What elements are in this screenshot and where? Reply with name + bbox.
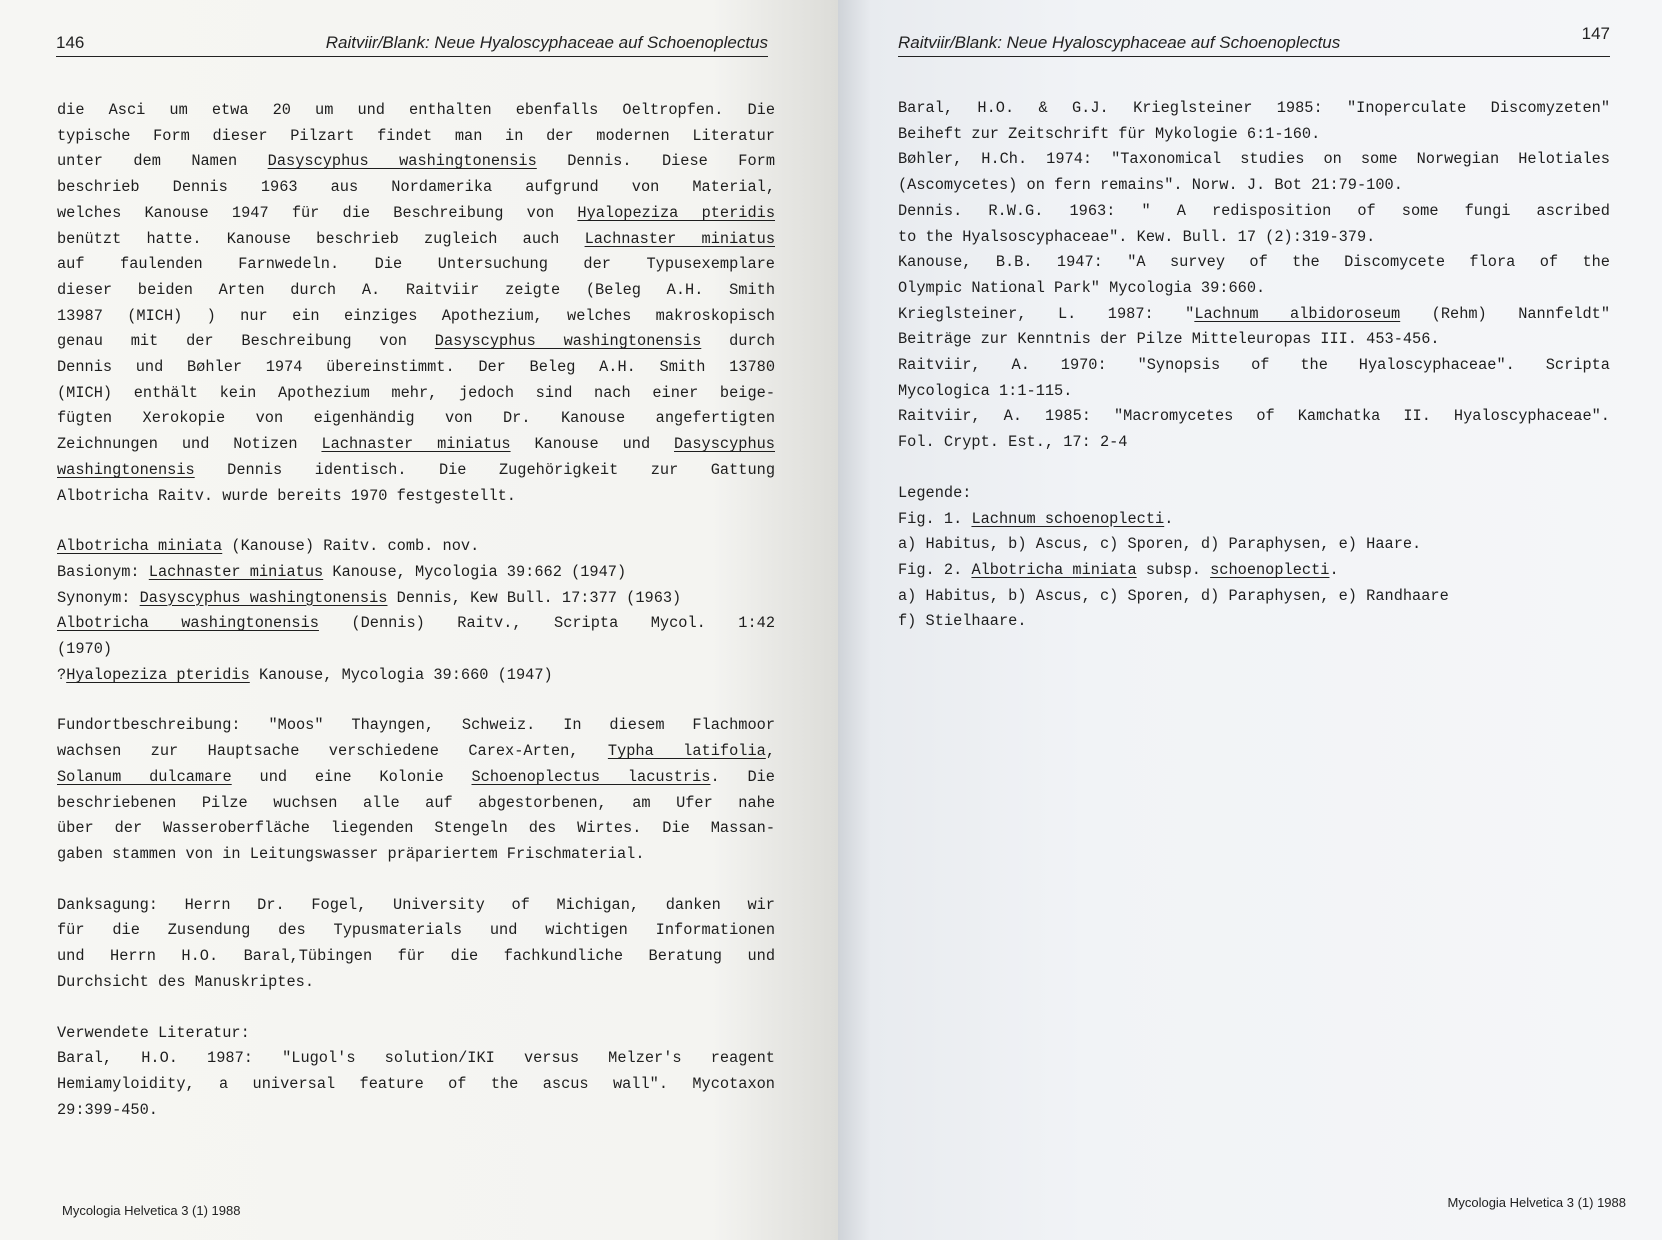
text-line: beschrieb Dennis 1963 aus Nordamerika aufgrund von Material, bbox=[57, 178, 775, 197]
text-line: genau mit der Beschreibung von Dasyscyphus washingtonensis durch bbox=[57, 332, 775, 351]
page-number: 146 bbox=[56, 33, 85, 52]
text-line: Synonym: Dasyscyphus washingtonensis Dennis, Kew Bull. 17:377 (1963) bbox=[57, 588, 682, 607]
text-line: über der Wasseroberfläche liegenden Stengeln des Wirtes. Die Massan- bbox=[57, 819, 775, 838]
paragraph-locality bbox=[57, 713, 775, 867]
text-line: für die Zusendung des Typusmaterials und wichtigen Informationen bbox=[57, 921, 775, 940]
page-right bbox=[838, 0, 1662, 1240]
text-line: to the Hyalsoscyphaceae". Kew. Bull. 17 (2):319-379. bbox=[898, 227, 1376, 246]
text-line: Danksagung: Herrn Dr. Fogel, University of Michigan, danken wir bbox=[57, 895, 775, 914]
text-line: Dennis. R.W.G. 1963: " A redisposition of some fungi ascribed bbox=[898, 201, 1610, 220]
text-line: beschriebenen Pilze wuchsen alle auf abgestorbenen, am Ufer nahe bbox=[57, 793, 775, 812]
text-line: Raitviir, A. 1985: "Macromycetes of Kamchatka II. Hyaloscyphaceae". bbox=[898, 407, 1610, 426]
text-line: Krieglsteiner, L. 1987: "Lachnum albidoroseum (Rehm) Nannfeldt" bbox=[898, 304, 1610, 323]
text-line: benützt hatte. Kanouse beschrieb zugleich auch Lachnaster miniatus bbox=[57, 229, 775, 248]
text-line: unter dem Namen Dasyscyphus washingtonensis Dennis. Diese Form bbox=[57, 152, 775, 171]
text-line: Fig. 1. Lachnum schoenoplecti. bbox=[898, 509, 1174, 528]
text-line: welches Kanouse 1947 für die Beschreibung von Hyalopeziza pteridis bbox=[57, 203, 776, 222]
text-line: Beiheft zur Zeitschrift für Mykologie 6:1-160. bbox=[898, 124, 1321, 143]
main-text-left bbox=[57, 98, 775, 1123]
text-line: auf faulenden Farnwedeln. Die Untersuchung der Typusexemplare bbox=[57, 255, 775, 274]
text-line: Fundortbeschreibung: "Moos" Thayngen, Schweiz. In diesem Flachmoor bbox=[57, 716, 775, 735]
text-line: wachsen zur Hauptsache verschiedene Carex-Arten, Typha latifolia, bbox=[57, 742, 775, 761]
text-line: Albotricha miniata (Kanouse) Raitv. comb. nov. bbox=[57, 537, 480, 556]
text-line: Albotricha washingtonensis (Dennis) Raitv., Scripta Mycol. 1:42 bbox=[57, 614, 775, 633]
text-line: (MICH) enthält kein Apothezium mehr, jedoch sind nach einer beige- bbox=[57, 383, 775, 402]
text-line: f) Stielhaare. bbox=[898, 612, 1027, 631]
page-number: 147 bbox=[1581, 24, 1610, 43]
text-line: Bøhler, H.Ch. 1974: "Taxonomical studies on some Norwegian Helotiales bbox=[898, 150, 1610, 169]
text-line: gaben stammen von in Leitungswasser präpariertem Frischmaterial. bbox=[57, 844, 645, 863]
text-line: (Ascomycetes) on fern remains". Norw. J. Bot 21:79-100. bbox=[898, 176, 1403, 195]
text-line: Mycologica 1:1-115. bbox=[898, 381, 1073, 400]
journal-footer: Mycologia Helvetica 3 (1) 1988 bbox=[62, 1203, 241, 1218]
journal-footer: Mycologia Helvetica 3 (1) 1988 bbox=[1447, 1195, 1626, 1210]
text-line: und Herrn H.O. Baral,Tübingen für die fachkundliche Beratung und bbox=[57, 947, 775, 966]
running-header-left bbox=[56, 26, 768, 57]
text-line: die Asci um etwa 20 um und enthalten ebenfalls Oeltropfen. Die bbox=[57, 101, 775, 119]
main-text-right bbox=[898, 96, 1610, 635]
text-line: 29:399-450. bbox=[57, 1100, 158, 1119]
text-line: Solanum dulcamare und eine Kolonie Schoenoplectus lacustris. Die bbox=[57, 767, 775, 786]
running-head-title: Raitviir/Blank: Neue Hyaloscyphaceae auf Schoenoplectus bbox=[325, 33, 768, 52]
text-line: Beiträge zur Kenntnis der Pilze Mitteleuropas III. 453-456. bbox=[898, 330, 1440, 349]
text-line: Legende: bbox=[898, 483, 972, 502]
text-line: Basionym: Lachnaster miniatus Kanouse, Mycologia 39:662 (1947) bbox=[57, 562, 627, 581]
text-line: Raitviir, A. 1970: "Synopsis of the Hyaloscyphaceae". Scripta bbox=[898, 356, 1610, 375]
paragraph-acknowledgements bbox=[57, 893, 775, 996]
text-line: fügten Xerokopie von eigenhändig von Dr. Kanouse angefertigten bbox=[57, 409, 775, 428]
text-line: Kanouse, B.B. 1947: "A survey of the Discomycete flora of the bbox=[898, 253, 1610, 272]
text-line: Dennis und Bøhler 1974 übereinstimmt. Der Beleg A.H. Smith 13780 bbox=[57, 358, 775, 377]
text-line: Baral, H.O. & G.J. Krieglsteiner 1985: "Inoperculate Discomyzeten" bbox=[898, 99, 1610, 117]
figure-legend bbox=[898, 481, 1610, 635]
paragraph-discussion bbox=[57, 98, 775, 509]
text-line: dieser beiden Arten durch A. Raitviir zeigte (Beleg A.H. Smith bbox=[57, 280, 775, 299]
paragraph-nomenclature bbox=[57, 534, 775, 688]
text-line: Baral, H.O. 1987: "Lugol's solution/IKI versus Melzer's reagent bbox=[57, 1049, 775, 1068]
text-line: Albotricha Raitv. wurde bereits 1970 festgestellt. bbox=[57, 486, 516, 505]
text-line: washingtonensis Dennis identisch. Die Zugehörigkeit zur Gattung bbox=[57, 460, 775, 479]
text-line: typische Form dieser Pilzart findet man in der modernen Literatur bbox=[57, 126, 775, 145]
text-line: Fol. Crypt. Est., 17: 2-4 bbox=[898, 433, 1128, 452]
text-line: 13987 (MICH) ) nur ein einziges Apothezium, welches makroskopisch bbox=[57, 306, 775, 325]
text-line: a) Habitus, b) Ascus, c) Sporen, d) Paraphysen, e) Randhaare bbox=[898, 586, 1449, 605]
text-line: ?Hyalopeziza pteridis Kanouse, Mycologia 39:660 (1947) bbox=[57, 665, 553, 684]
text-line: a) Habitus, b) Ascus, c) Sporen, d) Paraphysen, e) Haare. bbox=[898, 535, 1422, 554]
text-line: Fig. 2. Albotricha miniata subsp. schoenoplecti. bbox=[898, 560, 1339, 579]
running-head-title: Raitviir/Blank: Neue Hyaloscyphaceae auf Schoenoplectus bbox=[898, 33, 1341, 52]
running-header-right bbox=[898, 26, 1610, 57]
text-line: Olympic National Park" Mycologia 39:660. bbox=[898, 278, 1266, 297]
text-line: Durchsicht des Manuskriptes. bbox=[57, 972, 315, 991]
text-line: Hemiamyloidity, a universal feature of the ascus wall". Mycotaxon bbox=[57, 1074, 775, 1093]
paragraph-references-start bbox=[57, 1021, 775, 1124]
text-line: Zeichnungen und Notizen Lachnaster miniatus Kanouse und Dasyscyphus bbox=[57, 435, 775, 454]
references-list bbox=[898, 96, 1610, 456]
text-line: (1970) bbox=[57, 640, 113, 659]
text-line: Verwendete Literatur: bbox=[57, 1023, 250, 1042]
